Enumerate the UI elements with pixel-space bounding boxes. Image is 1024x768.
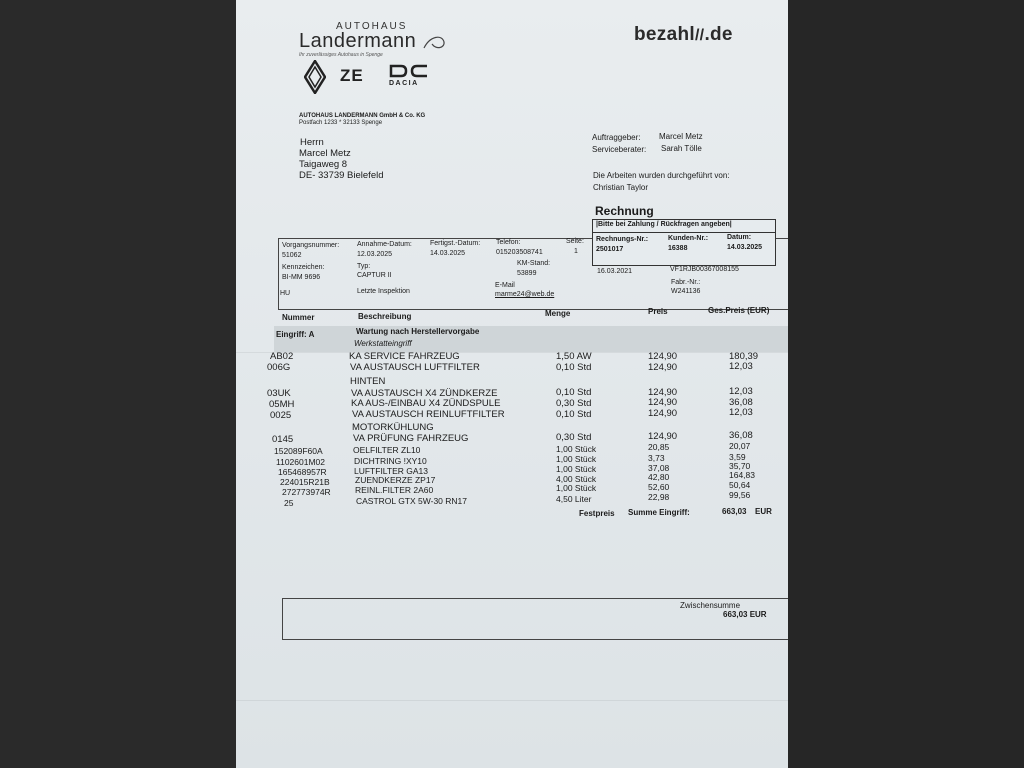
row-description: KA AUS-/EINBAU X4 ZÜNDSPULE: [351, 398, 501, 409]
row-price: 124,90: [648, 397, 678, 408]
row-number: 152089F60A: [274, 446, 323, 456]
renault-logo-icon: [304, 60, 326, 94]
row-total: 12,03: [729, 407, 753, 418]
row-number: 05MH: [269, 399, 295, 410]
typ-value: CAPTUR II: [357, 272, 392, 279]
row-price: 124,90: [648, 408, 678, 419]
performed-by-label: Die Arbeiten wurden durchgeführt von:: [593, 171, 730, 180]
ze-logo: ZE: [340, 66, 364, 85]
auftraggeber-label: Auftraggeber:: [592, 133, 641, 142]
row-number: 03UK: [267, 388, 291, 399]
row-quantity: 1,50 AW: [556, 351, 592, 362]
row-number: AB02: [270, 351, 294, 362]
row-total: 35,70: [729, 461, 751, 471]
row-price: 37,08: [648, 463, 670, 473]
row-price: 3,73: [648, 453, 665, 463]
table-row: [236, 423, 788, 434]
invoice-notice: |Bitte bei Zahlung / Rückfragen angeben|: [596, 221, 732, 228]
erstzulassung-value: 16.03.2021: [597, 268, 633, 275]
row-number: 0145: [272, 434, 294, 445]
bezahl-slash-icon: //: [694, 27, 705, 44]
bezahl-logo: [634, 24, 733, 46]
table-row: [236, 362, 788, 373]
row-quantity: 1,00 Stück: [556, 444, 597, 454]
row-quantity: 1,00 Stück: [556, 464, 597, 474]
row-description: LUFTFILTER GA13: [354, 466, 428, 476]
zwischensumme-value: 663,03 EUR: [723, 610, 767, 619]
customer-number-label: Kunden-Nr.:: [668, 235, 709, 242]
summe-currency: EUR: [755, 507, 772, 516]
kennzeichen-label: Kennzeichen:: [282, 264, 325, 271]
row-number: 006G: [267, 362, 291, 373]
festpreis-label: Festpreis: [579, 509, 615, 518]
group-title: Wartung nach Herstellervorgabe: [356, 327, 480, 336]
row-quantity: 0,10 Std: [556, 362, 592, 373]
telefon-label: Telefon:: [496, 239, 521, 246]
km-label: KM-Stand:: [517, 260, 551, 267]
telefon-value: 015203508741: [496, 249, 543, 256]
annahme-label: Annahme-Datum:: [357, 241, 412, 248]
row-number: 224015R21B: [280, 477, 330, 487]
paper-fold: [236, 352, 788, 353]
row-quantity: 1,00 Stück: [556, 483, 597, 493]
letzte-inspektion-label: Letzte Inspektion: [357, 288, 410, 295]
annahme-value: 12.03.2025: [357, 251, 393, 258]
performed-by-value: Christian Taylor: [593, 183, 648, 192]
fahrgestell-value: VF1RJB00367008155: [670, 266, 739, 273]
row-quantity: 0,30 Std: [556, 432, 592, 443]
serviceberater-label: Serviceberater:: [592, 145, 647, 154]
bezahl-text: bezahl: [634, 24, 695, 45]
row-total: 3,59: [729, 452, 746, 462]
background-right: [788, 0, 1024, 768]
email-value[interactable]: marme24@web.de: [495, 291, 555, 298]
col-beschreibung: Beschreibung: [358, 312, 412, 321]
row-total: 12,03: [729, 361, 753, 372]
group-subtitle: Werkstatteingriff: [354, 339, 412, 348]
row-description: MOTORKÜHLUNG: [352, 422, 434, 433]
km-value: 53899: [517, 270, 537, 277]
col-gespreis: Ges.Preis (EUR): [708, 306, 770, 315]
row-total: 164,83: [729, 470, 755, 480]
table-row: [236, 399, 788, 410]
row-price: 124,90: [648, 387, 678, 398]
invoice-number-label: Rechnungs-Nr.:: [596, 236, 649, 243]
sender-address: Postfach 1233 * 32133 Spenge: [299, 120, 383, 126]
vorgang-label: Vorgangsnummer:: [282, 242, 340, 249]
group-label: Eingriff: A: [276, 330, 315, 339]
row-number: 0025: [270, 410, 292, 421]
serviceberater-value: Sarah Tölle: [661, 144, 702, 153]
logo-tagline: Ihr zuverlässiges Autohaus in Spenge: [299, 52, 383, 58]
invoice-paper: [236, 0, 788, 768]
row-description: VA AUSTAUSCH X4 ZÜNDKERZE: [351, 388, 498, 399]
summe-label: Summe Eingriff:: [628, 508, 690, 517]
col-menge: Menge: [545, 309, 571, 318]
row-price: 124,90: [648, 431, 678, 442]
recipient-salutation: Herrn: [300, 137, 324, 148]
table-row: [236, 407, 788, 421]
col-nummer: Nummer: [282, 313, 315, 322]
table-row: [236, 430, 788, 445]
row-quantity: 4,00 Stück: [556, 474, 597, 484]
row-quantity: 0,10 Std: [556, 409, 592, 420]
sender-company: AUTOHAUS LANDERMANN GmbH & Co. KG: [299, 113, 426, 119]
row-number: 165468957R: [278, 467, 327, 477]
row-description: VA PRÜFUNG FAHRZEUG: [353, 433, 469, 444]
row-description: DICHTRING !XY10: [354, 456, 427, 466]
table-row: [236, 441, 788, 457]
background-left: [0, 0, 236, 768]
row-number: 25: [284, 498, 294, 508]
row-quantity: 1,00 Stück: [556, 454, 597, 464]
invoice-number-value: 2501017: [596, 246, 624, 253]
summe-value: 663,03: [722, 507, 747, 516]
row-description: VA AUSTAUSCH LUFTFILTER: [350, 362, 480, 373]
row-quantity: 0,10 Std: [556, 387, 592, 398]
zwischensumme-label: Zwischensumme: [680, 601, 741, 610]
seite-value: 1: [574, 248, 578, 255]
auftraggeber-value: Marcel Metz: [659, 132, 703, 141]
row-description: REINL.FILTER 2A60: [355, 485, 434, 495]
seite-label: Seite:: [566, 238, 584, 245]
row-price: 22,98: [648, 492, 670, 502]
col-preis: Preis: [648, 307, 668, 316]
row-number: 1102601M02: [276, 457, 325, 467]
row-description: ZUENDKERZE ZP17: [355, 475, 436, 485]
row-price: 124,90: [648, 362, 678, 373]
invoice-date-value: 14.03.2025: [727, 244, 763, 251]
dacia-logo-icon: [389, 64, 429, 78]
hu-label: HU: [280, 290, 291, 297]
invoice-date-label: Datum:: [727, 234, 752, 241]
group-header-row: [274, 326, 788, 352]
typ-label: Typ:: [357, 263, 371, 270]
dacia-text: DACIA: [389, 80, 419, 87]
invoice-title: Rechnung: [595, 204, 654, 218]
row-price: 42,80: [648, 472, 670, 482]
row-description: KA SERVICE FAHRZEUG: [349, 351, 460, 362]
row-description: HINTEN: [350, 376, 386, 387]
recipient-city: DE- 33739 Bielefeld: [299, 170, 384, 181]
row-price: 20,85: [648, 442, 670, 452]
recipient-name: Marcel Metz: [299, 148, 351, 159]
bezahl-suffix: .de: [704, 24, 733, 45]
row-total: 20,07: [729, 441, 751, 451]
fabr-label: Fabr.-Nr.:: [671, 279, 701, 286]
row-quantity: 4,50 Liter: [556, 494, 592, 504]
row-number: 272773974R: [282, 487, 331, 497]
fertig-label: Fertigst.-Datum:: [430, 240, 481, 247]
recipient-street: Taigaweg 8: [299, 159, 348, 170]
kennzeichen-value: BI-MM 9696: [282, 274, 321, 281]
fertig-value: 14.03.2025: [430, 250, 466, 257]
row-total: 99,56: [729, 490, 751, 500]
logo-main-text: Landermann: [299, 30, 417, 52]
logo-top-text: AUTOHAUS: [336, 21, 408, 32]
table-row: [236, 376, 788, 387]
row-total: 12,03: [729, 386, 753, 397]
email-label: E-Mail: [495, 282, 515, 289]
vorgang-value: 51062: [282, 252, 302, 259]
fabr-value: W241136: [671, 288, 701, 295]
row-description: OELFILTER ZL10: [353, 445, 421, 455]
logo-swirl-icon: [422, 32, 446, 54]
table-row: [236, 388, 788, 399]
customer-number-value: 16388: [668, 245, 688, 252]
row-description: CASTROL GTX 5W-30 RN17: [356, 496, 468, 506]
row-price: 124,90: [648, 351, 678, 362]
row-total: 180,39: [729, 351, 759, 362]
row-total: 36,08: [729, 430, 753, 441]
row-description: VA AUSTAUSCH REINLUFTFILTER: [352, 409, 505, 420]
row-quantity: 0,30 Std: [556, 398, 592, 409]
row-price: 52,60: [648, 482, 670, 492]
paper-fold: [236, 700, 788, 701]
row-total: 50,64: [729, 480, 751, 490]
row-total: 36,08: [729, 397, 753, 408]
